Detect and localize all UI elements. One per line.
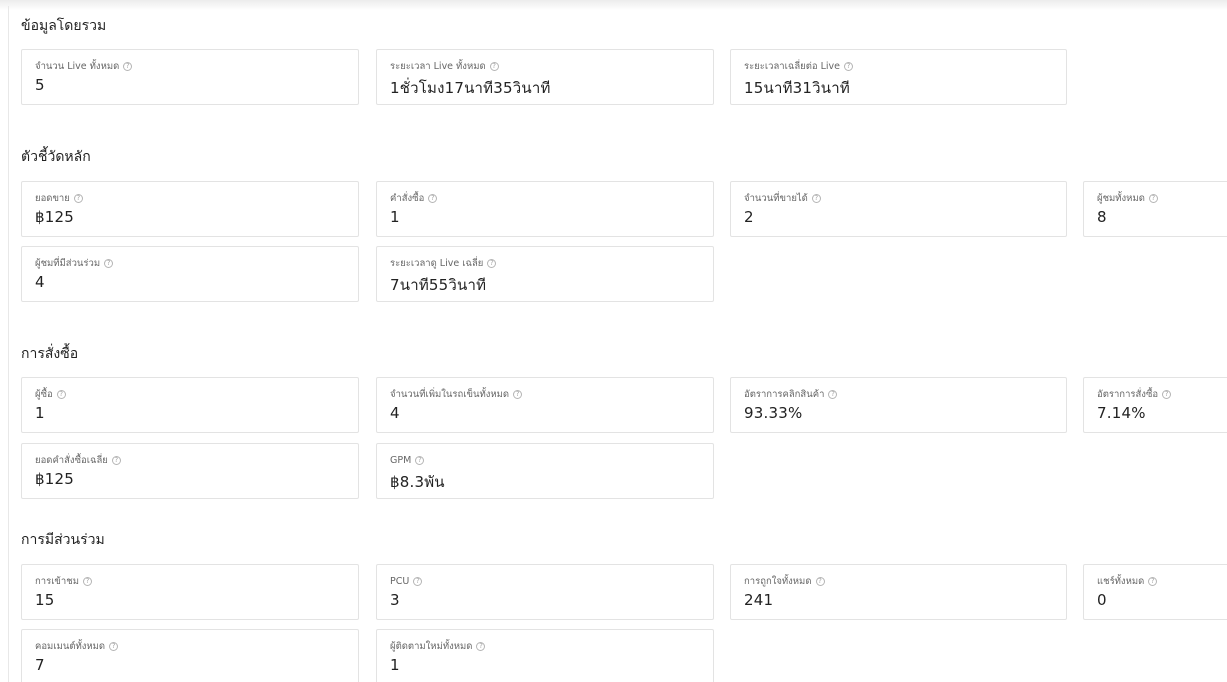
- question-circle-icon[interactable]: ?: [112, 456, 121, 465]
- metric-value: 8: [1097, 208, 1107, 226]
- question-circle-icon[interactable]: ?: [828, 390, 837, 399]
- metric-value: 5: [35, 76, 45, 94]
- question-circle-icon[interactable]: ?: [83, 577, 92, 586]
- metric-label: ระยะเวลา Live ทั้งหมด: [390, 60, 486, 72]
- metric-card-total-viewers: [1083, 181, 1227, 237]
- metric-value: 0: [1097, 591, 1107, 609]
- metric-value: 93.33%: [744, 404, 803, 422]
- section-title-orders: การสั่งซื้อ: [21, 346, 79, 362]
- metric-label: ระยะเวลาดู Live เฉลี่ย: [390, 257, 484, 269]
- left-divider: [8, 6, 9, 682]
- metric-value: 7: [35, 656, 45, 674]
- metric-card-order-rate: [1083, 377, 1227, 433]
- question-circle-icon[interactable]: ?: [415, 456, 424, 465]
- metric-value: ฿8.3พัน: [390, 473, 445, 491]
- question-circle-icon[interactable]: ?: [1149, 194, 1158, 203]
- question-circle-icon[interactable]: ?: [104, 259, 113, 268]
- metric-label: ผู้ชมทั้งหมด: [1097, 192, 1145, 204]
- metric-value: 4: [390, 404, 400, 422]
- metric-label: อัตราการคลิกสินค้า: [744, 388, 825, 400]
- metric-label: จำนวน Live ทั้งหมด: [35, 60, 120, 72]
- question-circle-icon[interactable]: ?: [428, 194, 437, 203]
- metric-value: 4: [35, 273, 45, 291]
- question-circle-icon[interactable]: ?: [1162, 390, 1171, 399]
- metric-card-avg-order-value: [21, 443, 359, 499]
- metric-value: 1ชั่วโมง17นาที35วินาที: [390, 79, 551, 97]
- section-title-engagement: การมีส่วนร่วม: [21, 532, 105, 548]
- metric-label: คอมเมนต์ทั้งหมด: [35, 640, 106, 652]
- metric-card-avg-watch-time: [376, 246, 714, 302]
- question-circle-icon[interactable]: ?: [57, 390, 66, 399]
- metric-value: ฿125: [35, 470, 74, 488]
- question-circle-icon[interactable]: ?: [844, 62, 853, 71]
- question-circle-icon[interactable]: ?: [487, 259, 496, 268]
- question-circle-icon[interactable]: ?: [816, 577, 825, 586]
- metric-card-product-ctr: [730, 377, 1067, 433]
- metric-value: 15: [35, 591, 55, 609]
- metric-card-new-followers: [376, 629, 714, 682]
- metric-card-engaged-viewers: [21, 246, 359, 302]
- metric-card-add-to-cart: [376, 377, 714, 433]
- metric-label: ผู้ซื้อ: [35, 388, 53, 400]
- metric-card-total-likes: [730, 564, 1067, 620]
- metric-card-buyers: [21, 377, 359, 433]
- metric-value: 2: [744, 208, 754, 226]
- metric-card-total-comments: [21, 629, 359, 682]
- metric-label: ผู้ติดตามใหม่ทั้งหมด: [390, 640, 473, 652]
- question-circle-icon[interactable]: ?: [109, 642, 118, 651]
- question-circle-icon[interactable]: ?: [123, 62, 132, 71]
- metric-card-sales: [21, 181, 359, 237]
- metric-card-avg-live-duration: [730, 49, 1067, 105]
- metric-value: 1: [390, 208, 400, 226]
- metric-label: การเข้าชม: [35, 575, 79, 587]
- top-shadow: [0, 0, 1227, 10]
- metric-card-total-shares: [1083, 564, 1227, 620]
- metric-label: ยอดขาย: [35, 192, 70, 204]
- metric-value: ฿125: [35, 208, 74, 226]
- metric-card-items-sold: [730, 181, 1067, 237]
- metric-card-total-live-duration: [376, 49, 714, 105]
- metric-label: การถูกใจทั้งหมด: [744, 575, 812, 587]
- metric-label: แชร์ทั้งหมด: [1097, 575, 1145, 587]
- metric-value: 241: [744, 591, 774, 609]
- question-circle-icon[interactable]: ?: [513, 390, 522, 399]
- metric-label: คำสั่งซื้อ: [390, 192, 425, 204]
- metric-label: อัตราการสั่งซื้อ: [1097, 388, 1159, 400]
- metric-value: 7นาที55วินาที: [390, 276, 487, 294]
- question-circle-icon[interactable]: ?: [476, 642, 485, 651]
- question-circle-icon[interactable]: ?: [1148, 577, 1157, 586]
- metric-label: ระยะเวลาเฉลี่ยต่อ Live: [744, 60, 841, 72]
- section-title-key-metrics: ตัวชี้วัดหลัก: [21, 149, 91, 165]
- question-circle-icon[interactable]: ?: [74, 194, 83, 203]
- metric-value: 1: [35, 404, 45, 422]
- metric-label: จำนวนที่เพิ่มในรถเข็นทั้งหมด: [390, 388, 510, 400]
- metric-card-orders: [376, 181, 714, 237]
- question-circle-icon[interactable]: ?: [413, 577, 422, 586]
- metric-value: 7.14%: [1097, 404, 1146, 422]
- metric-value: 1: [390, 656, 400, 674]
- metric-label: GPM: [390, 454, 412, 466]
- metric-label: ยอดคำสั่งซื้อเฉลี่ย: [35, 454, 108, 466]
- metric-card-total-lives: [21, 49, 359, 105]
- question-circle-icon[interactable]: ?: [490, 62, 499, 71]
- metric-label: จำนวนที่ขายได้: [744, 192, 808, 204]
- question-circle-icon[interactable]: ?: [812, 194, 821, 203]
- metric-value: 15นาที31วินาที: [744, 79, 850, 97]
- metric-label: PCU: [390, 575, 410, 587]
- metric-card-pcu: [376, 564, 714, 620]
- section-title-overview: ข้อมูลโดยรวม: [21, 18, 107, 34]
- metric-card-views: [21, 564, 359, 620]
- metric-value: 3: [390, 591, 400, 609]
- metric-card-gpm: [376, 443, 714, 499]
- metric-label: ผู้ชมที่มีส่วนร่วม: [35, 257, 101, 269]
